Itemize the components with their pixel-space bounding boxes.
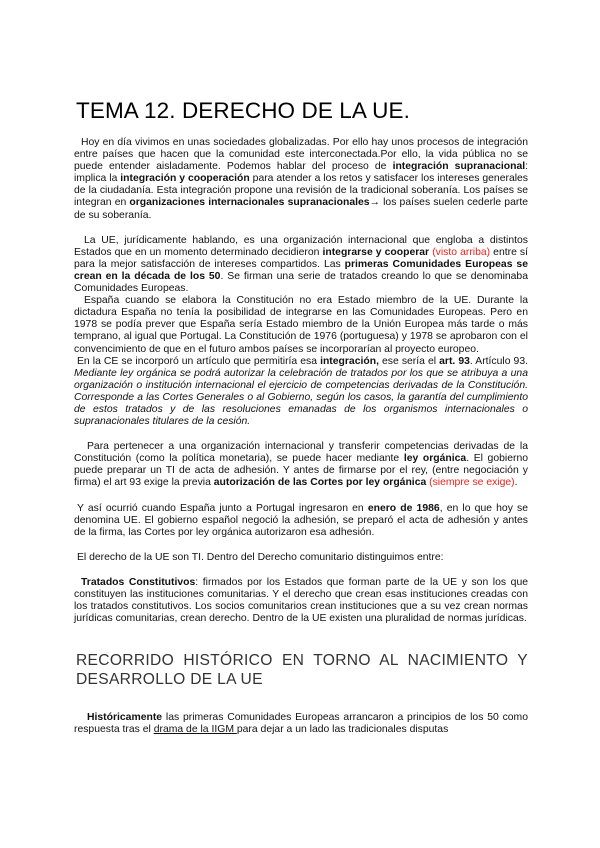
red-note: (visto arriba) xyxy=(432,246,491,258)
bold-term: integración supranacional xyxy=(392,161,526,173)
page-title: TEMA 12. DERECHO DE LA UE. xyxy=(76,98,410,123)
paragraph-ley-organica xyxy=(74,441,528,489)
bold-term: autorización de las Cortes por ley orgánica xyxy=(213,477,427,489)
text-run: para atender a los retos y satisfacer los intereses generales de la ciudadanía. Esta integración propone una revisión de la tradicional soberanía. Los países se integran en xyxy=(74,173,528,209)
section-heading: RECORRIDO HISTÓRICO EN TORNO AL NACIMIENTO Y DESARROLLO DE LA UE xyxy=(76,652,528,689)
paragraph-1986 xyxy=(74,503,528,539)
text-run: → los países suelen cederle parte de su soberanía. xyxy=(74,197,528,221)
text-run: las primeras Comunidades Europeas arrancaron a principios de los 50 como respuesta tras el xyxy=(74,712,528,736)
text-run: Y así ocurrió cuando España junto a Portugal ingresaron en xyxy=(77,502,368,514)
red-note: (siempre se exige) xyxy=(429,477,515,489)
bold-term: art. 93 xyxy=(439,355,470,367)
paragraph-historia xyxy=(74,712,528,736)
paragraph-tratados xyxy=(74,577,528,625)
bold-term: Tratados Constitutivos xyxy=(81,576,196,588)
italic-quote: Mediante ley orgánica se podrá autorizar la celebración de tratados por los que se atribuya a una organización o institución internacional el ejercicio de competencias derivadas de la Constitución. Corresponde a las Cortes Generales o al Gobierno, según los casos, la garantía del cumplimiento de estos tratados y de las resoluciones emanadas de los organismos internacionales o supranacionales titulares de la cesión. xyxy=(74,367,528,428)
text-run: . xyxy=(514,477,518,489)
bold-term: organizaciones internacionales supranacionales xyxy=(129,197,370,209)
paragraph-article-93 xyxy=(74,356,528,429)
text-run: . Se firman una serie de tratados creando lo que se denominaba Comunidades Europeas. xyxy=(74,270,528,295)
paragraph-ue-definition xyxy=(74,235,528,295)
underlined-text: drama de la IIGM xyxy=(153,724,237,736)
bold-term: primeras Comunidades Europeas se crean en la década de los 50 xyxy=(74,258,528,282)
text-run: , en lo que hoy se denomina UE. El gobierno español negoció la adhesión, se preparó el acta de adhesión y antes de la firma, las Cortes por ley orgánica autorizaron esa adhesión. xyxy=(74,502,529,538)
paragraph-derecho-ue: El derecho de la UE son TI. Dentro del Derecho comunitario distinguimos entre: xyxy=(77,551,444,563)
text-run: . Artículo 93. xyxy=(469,355,528,367)
bold-term: enero de 1986 xyxy=(367,502,440,514)
bold-term: integración, xyxy=(320,355,383,367)
text-run: : firmados por los Estados que forman parte de la UE y son los que constituyen las instituciones comunitarias. Y el derecho que crean esas instituciones creadas con los tratados constitutivos. Los socios comunitarios crean instituciones que a su vez crean normas jurídicas comunitarias, crean derecho. Dentro de la UE existen una pluralidad de normas jurídicas. xyxy=(74,576,529,625)
paragraph-intro xyxy=(74,137,528,222)
bold-term: Históricamente xyxy=(87,712,163,724)
text-run: Hoy en día vivimos en unas sociedades globalizadas. Por ello hay unos procesos de integración entre países que hacen que la comunidad este interconectada.Por ello, la vida pública no se puede entender aisladamente. Podemos hablar del proceso de xyxy=(74,137,528,173)
text-run: La UE, jurídicamente hablando, es una organización internacional que engloba a distintos Estados que en un momento determinado decidieron xyxy=(74,234,528,258)
paragraph-spain-constitution: España cuando se elabora la Constitución no era Estado miembro de la UE. Durante la dictadura España no tenía la posibilidad de integrarse en las Comunidades Europeas. Pero en 1978 se podía prever que España sería Estado miembro de la Unión Europea más tarde o más temprano, al igual que Portugal. La Constitución de 1976 (portuguesa) y 1978 se aprobaron con el convencimiento de que en el futuro ambos países se incorporarían al proyecto europeo. xyxy=(74,295,528,355)
text-run: entre sí para la mejor satisfacción de intereses compartidos. Las xyxy=(74,246,529,270)
bold-term: ley orgánica xyxy=(403,453,467,465)
text-run: . El gobierno puede preparar un TI de acta de adhesión. Y antes de firmarse por el rey, (entre negociación y firma) el art 93 exige la previa xyxy=(74,453,528,489)
text-run: ese sería el xyxy=(382,355,440,367)
text-run: : implica la xyxy=(74,161,528,185)
text-run: En la CE se incorporó un artículo que permitiría esa xyxy=(77,355,321,367)
bold-term: integrarse y cooperar xyxy=(322,246,430,258)
bold-term: integración y cooperación xyxy=(120,173,250,185)
text-run: Para pertenecer a una organización internacional y transferir competencias derivadas de la Constitución (como la política monetaria), se puede hacer mediante xyxy=(74,441,528,465)
document-content xyxy=(74,98,528,736)
text-run: para dejar a un lado las tradicionales disputas xyxy=(236,724,449,736)
